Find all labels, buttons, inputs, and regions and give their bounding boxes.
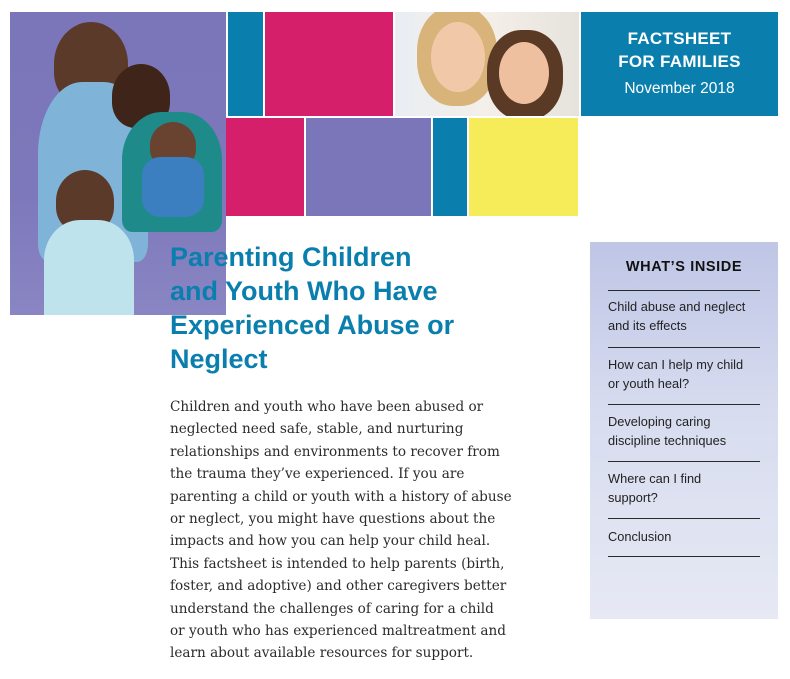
publication-date: November 2018 — [624, 80, 735, 97]
toc-item-effects[interactable] — [608, 297, 764, 335]
title-line: Neglect — [170, 344, 268, 374]
paragraph-line: or youth who has experienced maltreatment and — [170, 623, 506, 640]
toc-item-conclusion[interactable] — [608, 527, 764, 546]
toc-item-line: Developing caring — [608, 414, 711, 429]
factsheet-badge — [581, 12, 778, 116]
divider — [608, 347, 760, 348]
whats-inside-panel — [590, 242, 778, 619]
intro-paragraph — [170, 396, 550, 665]
photo-figure-mom-face — [431, 22, 485, 92]
toc-item-line: How can I help my child — [608, 357, 744, 372]
toc-item-line: and its effects — [608, 318, 687, 333]
badge-line-1: FACTSHEET — [627, 29, 732, 48]
badge-line-2: FOR FAMILIES — [618, 52, 741, 71]
paragraph-line: or neglect, you might have questions about the — [170, 511, 496, 528]
title-line: and Youth Who Have — [170, 276, 438, 306]
divider — [608, 518, 760, 519]
paragraph-line: parenting a child or youth with a history of abuse — [170, 488, 512, 505]
toc-item-support[interactable] — [608, 469, 764, 507]
paragraph-line: relationships and environments to recover from — [170, 443, 500, 460]
toc-item-line: or youth heal? — [608, 376, 690, 391]
mosaic-teal-top — [228, 12, 263, 116]
paragraph-line: impacts and how you can help your child heal. — [170, 533, 491, 550]
toc-item-discipline[interactable] — [608, 412, 764, 450]
page-title — [170, 240, 550, 376]
paragraph-line: foster, and adoptive) and other caregivers better — [170, 578, 507, 595]
toc-item-line: Where can I find — [608, 471, 702, 486]
mother-daughter-photo — [395, 12, 579, 116]
divider — [608, 556, 760, 557]
whats-inside-heading: WHAT’S INSIDE — [625, 259, 743, 275]
mosaic-yellow-mid — [469, 118, 578, 216]
divider — [608, 404, 760, 405]
toc-item-line: discipline techniques — [608, 433, 727, 448]
paragraph-line: learn about available resources for support. — [170, 645, 474, 662]
mosaic-teal-mid — [433, 118, 467, 216]
title-line: Experienced Abuse or — [170, 310, 455, 340]
paragraph-line: neglected need safe, stable, and nurturing — [170, 421, 464, 438]
title-line: Parenting Children — [170, 242, 412, 272]
paragraph-line: understand the challenges of caring for a child — [170, 600, 494, 617]
toc-item-line: support? — [608, 490, 658, 505]
toc-item-line: Conclusion — [608, 529, 672, 544]
toc-item-heal[interactable] — [608, 355, 764, 393]
toc-item-line: Child abuse and neglect — [608, 299, 746, 314]
divider — [608, 290, 760, 291]
mosaic-purple-mid — [306, 118, 431, 216]
photo-figure-girl-dress — [44, 220, 134, 315]
paragraph-line: Children and youth who have been abused or — [170, 399, 484, 415]
mosaic-magenta-top — [265, 12, 393, 116]
photo-figure-daughter-face — [499, 42, 549, 104]
paragraph-line: the trauma they’ve experienced. If you are — [170, 466, 465, 483]
photo-figure-baby-shirt — [142, 157, 204, 217]
paragraph-line: This factsheet is intended to help parents (birth, — [170, 555, 505, 572]
divider — [608, 461, 760, 462]
